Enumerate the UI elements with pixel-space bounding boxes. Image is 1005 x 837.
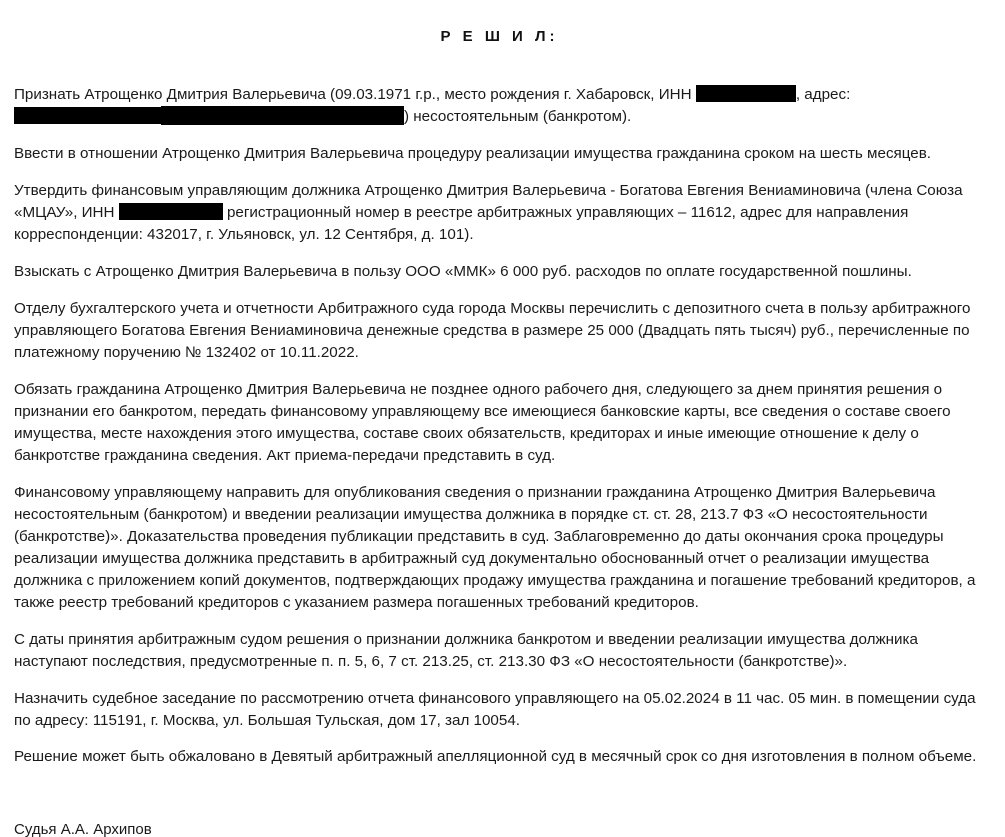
paragraph-publication: Финансовому управляющему направить для опубликования сведения о признании гражданина Атрощенко Дмитрия Валерьевича несостоятельным (банкротом) и введении реализации имущества должника в порядке ст. ст. 28, 213.7 ФЗ «О несостоятельности (банкротстве)». Доказательства проведения публикации представить в суд. Заблаговременно до даты окончания срока процедуры реализации имущества должника представить в арбитражный суд документально обоснованный отчет о реализации имущества должника с приложением копий документов, подтверждающих продажу имущества гражданина и погашение требований кредиторов, а также реестр требований кредиторов с указанием размера погашенных требований кредиторов.	[14, 484, 976, 611]
paragraph-oblige-citizen: Обязать гражданина Атрощенко Дмитрия Валерьевича не позднее одного рабочего дня, следующего за днем принятия решения о признании его банкротом, передать финансовому управляющему все имеющиеся банковские карты, все сведения о составе своего имущества, месте нахождения этого имущества, составе своих обязательств, кредиторах и иные имеющие отношение к делу о банкротстве гражданина сведения. Акт приема-передачи представить в суд.	[14, 381, 951, 464]
judge-signature: Судья А.А. Архипов	[14, 821, 152, 837]
redaction-bar-inn-financial-manager	[119, 203, 223, 220]
paragraph-consequences: С даты принятия арбитражным судом решения о признании должника банкротом и введении реализации имущества должника наступают последствия, предусмотренные п. п. 5, 6, 7 ст. 213.25, ст. 213.30 ФЗ «О несостоятельности (банкротстве)».	[14, 631, 918, 670]
paragraph-appeal: Решение может быть обжаловано в Девятый арбитражный апелляционной суд в месячный срок со дня изготовления в полном объеме.	[14, 748, 977, 765]
document-body	[14, 0, 991, 837]
paragraph-hearing-appointment: Назначить судебное заседание по рассмотрению отчета финансового управляющего на 05.02.2024 в 11 час. 05 мин. в помещении суда по адресу: 115191, г. Москва, ул. Большая Тульская, дом 17, зал 10054.	[14, 690, 976, 729]
paragraph-accounting-transfer: Отделу бухгалтерского учета и отчетности Арбитражного суда города Москвы перечислить с депозитного счета в пользу арбитражного управляющего Богатова Евгения Вениаминовича денежные средства в размере 25 000 (Двадцать пять тысяч) руб., перечисленные по платежному поручению № 132402 от 10.11.2022.	[14, 300, 971, 361]
redaction-bar-inn-debtor	[696, 85, 796, 102]
paragraph-approve-manager: Утвердить финансовым управляющим должника Атрощенко Дмитрия Валерьевича - Богатова Евгения Вениаминовича (члена Союза «МЦАУ», ИНН регистрационный номер в реестре арбитражных управляющих – 11612, адрес для направления корреспонденции: 432017, г. Ульяновск, ул. 12 Сентября, д. 101).	[14, 182, 963, 243]
redaction-bar-address-debtor-line2	[161, 106, 404, 125]
paragraph-introduce-procedure: Ввести в отношении Атрощенко Дмитрия Валерьевича процедуру реализации имущества гражданина сроком на шесть месяцев.	[14, 145, 932, 162]
page-title: Р Е Ш И Л:	[440, 28, 559, 45]
paragraph-recognize-bankrupt: Признать Атрощенко Дмитрия Валерьевича (09.03.1971 г.р., место рождения г. Хабаровск, ИНН , адрес: ) несостоятельным (банкротом).	[14, 86, 851, 125]
redaction-bar-address-debtor-line1	[14, 107, 161, 124]
paragraph-recover-duty: Взыскать с Атрощенко Дмитрия Валерьевича в пользу ООО «ММК» 6 000 руб. расходов по оплате государственной пошлины.	[14, 263, 912, 280]
